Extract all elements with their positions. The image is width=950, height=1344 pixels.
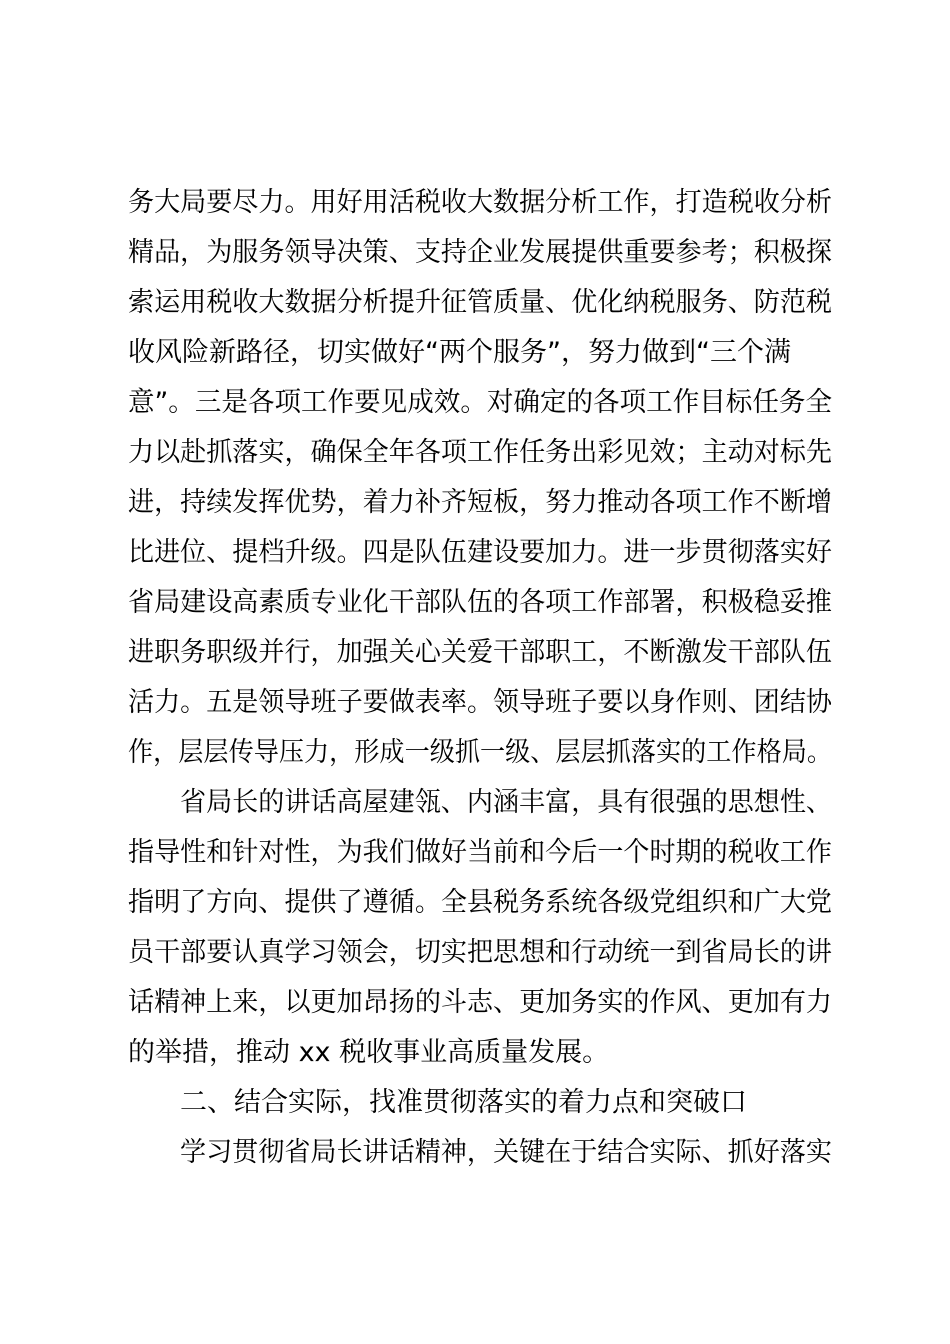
body-line: 收风险新路径，切实做好“两个服务”，努力做到“三个满 [128,337,791,368]
body-line: 索运用税收大数据分析提升征管质量、优化纳税服务、防范税 [128,287,832,318]
body-line: 意”。三是各项工作要见成效。对确定的各项工作目标任务全 [128,387,832,418]
body-line: 的举措，推动 xx 税收事业高质量发展。 [128,1037,610,1068]
body-line: 指导性和针对性，为我们做好当前和今后一个时期的税收工作 [128,837,832,868]
body-line: 进职务职级并行，加强关心关爱干部职工，不断激发干部队伍 [128,637,832,668]
body-line: 作，层层传导压力，形成一级抓一级、层层抓落实的工作格局。 [128,737,832,768]
body-line: 务大局要尽力。用好用活税收大数据分析工作，打造税收分析 [128,187,832,218]
body-line: 员干部要认真学习领会，切实把思想和行动统一到省局长的讲 [128,937,832,968]
body-line: 指明了方向、提供了遵循。全县税务系统各级党组织和广大党 [128,887,832,918]
body-line: 进，持续发挥优势，着力补齐短板，努力推动各项工作不断增 [128,487,832,518]
paragraph-first-line: 省局长的讲话高屋建瓴、内涵丰富，具有很强的思想性、 [180,787,832,818]
section-heading: 二、结合实际，找准贯彻落实的着力点和突破口 [180,1087,747,1118]
body-line: 力以赴抓落实，确保全年各项工作任务出彩见效；主动对标先 [128,437,832,468]
body-line: 比进位、提档升级。四是队伍建设要加力。进一步贯彻落实好 [128,537,832,568]
body-line: 话精神上来，以更加昂扬的斗志、更加务实的作风、更加有力 [128,987,832,1018]
body-line: 活力。五是领导班子要做表率。领导班子要以身作则、团结协 [128,687,832,718]
body-line: 精品，为服务领导决策、支持企业发展提供重要参考；积极探 [128,237,832,268]
body-line: 省局建设高素质专业化干部队伍的各项工作部署，积极稳妥推 [128,587,832,618]
paragraph-first-line: 学习贯彻省局长讲话精神，关键在于结合实际、抓好落实 [180,1137,832,1168]
